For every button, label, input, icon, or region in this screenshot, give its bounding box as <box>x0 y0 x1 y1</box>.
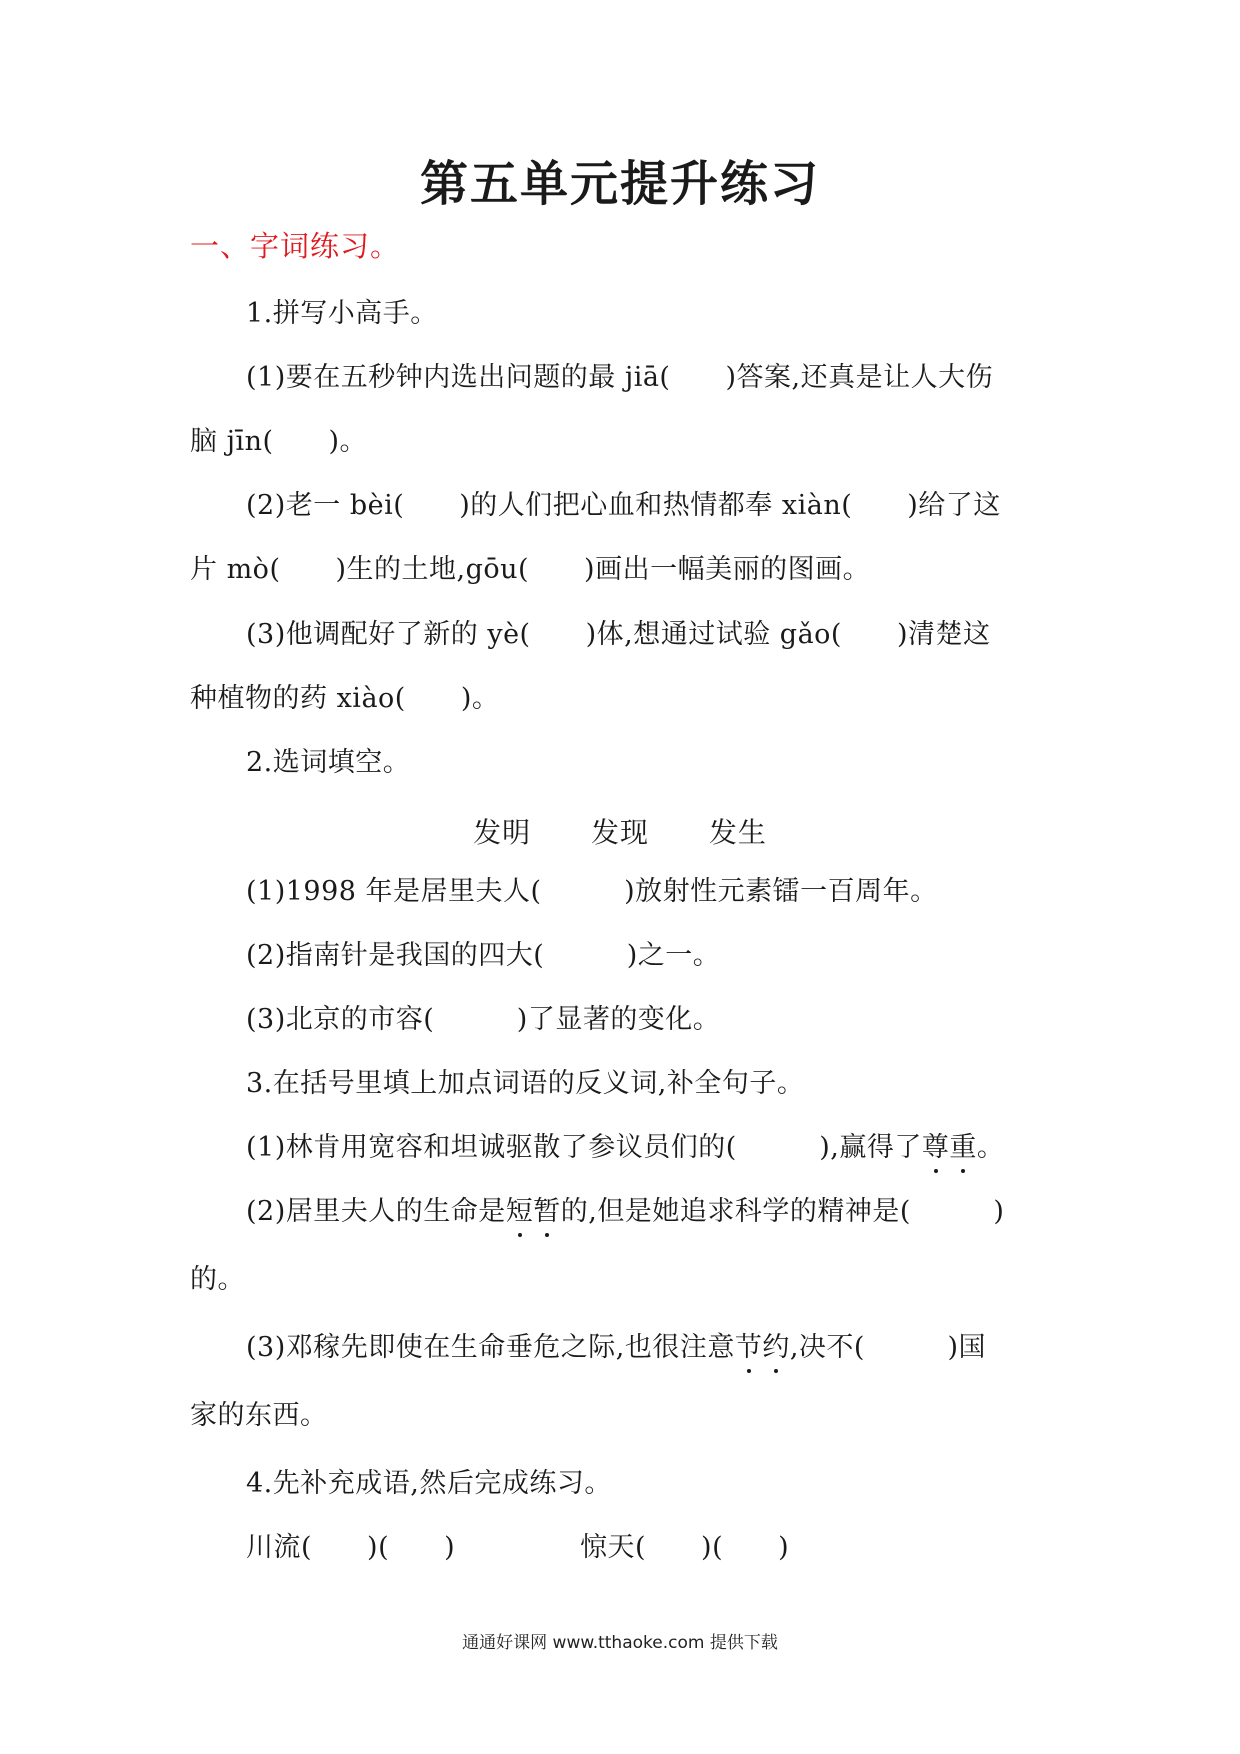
footer-note: 通通好课网 www.tthaoke.com 提供下载 <box>462 1633 778 1653</box>
section-heading: 一、字词练习。 <box>190 229 401 263</box>
sentence-text: 的,但是她追求科学的精神是( ) <box>560 1196 1005 1227</box>
word-bank <box>0 816 1240 850</box>
question-4-heading: 4.先补充成语,然后完成练习。 <box>246 1468 612 1499</box>
word-option: 发现 <box>590 816 649 849</box>
question-2-heading: 2.选词填空。 <box>246 747 411 778</box>
question-1-line: (2)老一 bèi( )的人们把心血和热情都奉 xiàn( )给了这 <box>246 490 1001 521</box>
question-3-heading: 3.在括号里填上加点词语的反义词,补全句子。 <box>246 1068 805 1099</box>
question-1-line: 片 mò( )生的土地,gōu( )画出一幅美丽的图画。 <box>190 554 871 585</box>
question-3-line <box>246 1131 1004 1165</box>
question-3-line <box>246 1331 986 1365</box>
question-1-line: 种植物的药 xiào( )。 <box>190 683 500 714</box>
dotted-char: 约 <box>762 1332 790 1363</box>
word-option: 发生 <box>708 816 767 849</box>
word-option: 发明 <box>473 816 532 849</box>
question-1-heading: 1.拼写小高手。 <box>246 298 438 329</box>
sentence-text: ,决不( )国 <box>789 1332 986 1363</box>
question-1-line: 脑 jīn( )。 <box>190 426 368 457</box>
dotted-char: 暂 <box>533 1196 561 1227</box>
idiom-blank: 惊天( )( ) <box>580 1532 790 1563</box>
idiom-blank: 川流( )( ) <box>246 1532 456 1563</box>
sentence-text: 。 <box>976 1132 1005 1163</box>
dotted-char: 重 <box>949 1132 977 1163</box>
question-3-line: 的。 <box>190 1264 245 1295</box>
question-2-line: (3)北京的市容( )了显著的变化。 <box>246 1004 721 1035</box>
dotted-char: 节 <box>734 1332 763 1363</box>
sentence-text: (3)邓稼先即使在生命垂危之际,也很注意 <box>246 1332 735 1363</box>
question-1-line: (1)要在五秒钟内选出问题的最 jiā( )答案,还真是让人大伤 <box>246 362 994 393</box>
question-3-line: 家的东西。 <box>190 1400 328 1431</box>
question-2-line: (1)1998 年是居里夫人( )放射性元素镭一百周年。 <box>246 876 938 907</box>
sentence-text: (2)居里夫人的生命是 <box>246 1196 506 1227</box>
page-title: 第五单元提升练习 <box>419 156 820 212</box>
sentence-text: (1)林肯用宽容和坦诚驱散了参议员们的( ),赢得了 <box>246 1132 922 1163</box>
question-3-line <box>246 1195 1004 1229</box>
question-2-line: (2)指南针是我国的四大( )之一。 <box>246 940 721 971</box>
question-1-line: (3)他调配好了新的 yè( )体,想通过试验 gǎo( )清楚这 <box>246 619 991 650</box>
dotted-char: 尊 <box>921 1132 950 1163</box>
dotted-char: 短 <box>505 1196 534 1227</box>
